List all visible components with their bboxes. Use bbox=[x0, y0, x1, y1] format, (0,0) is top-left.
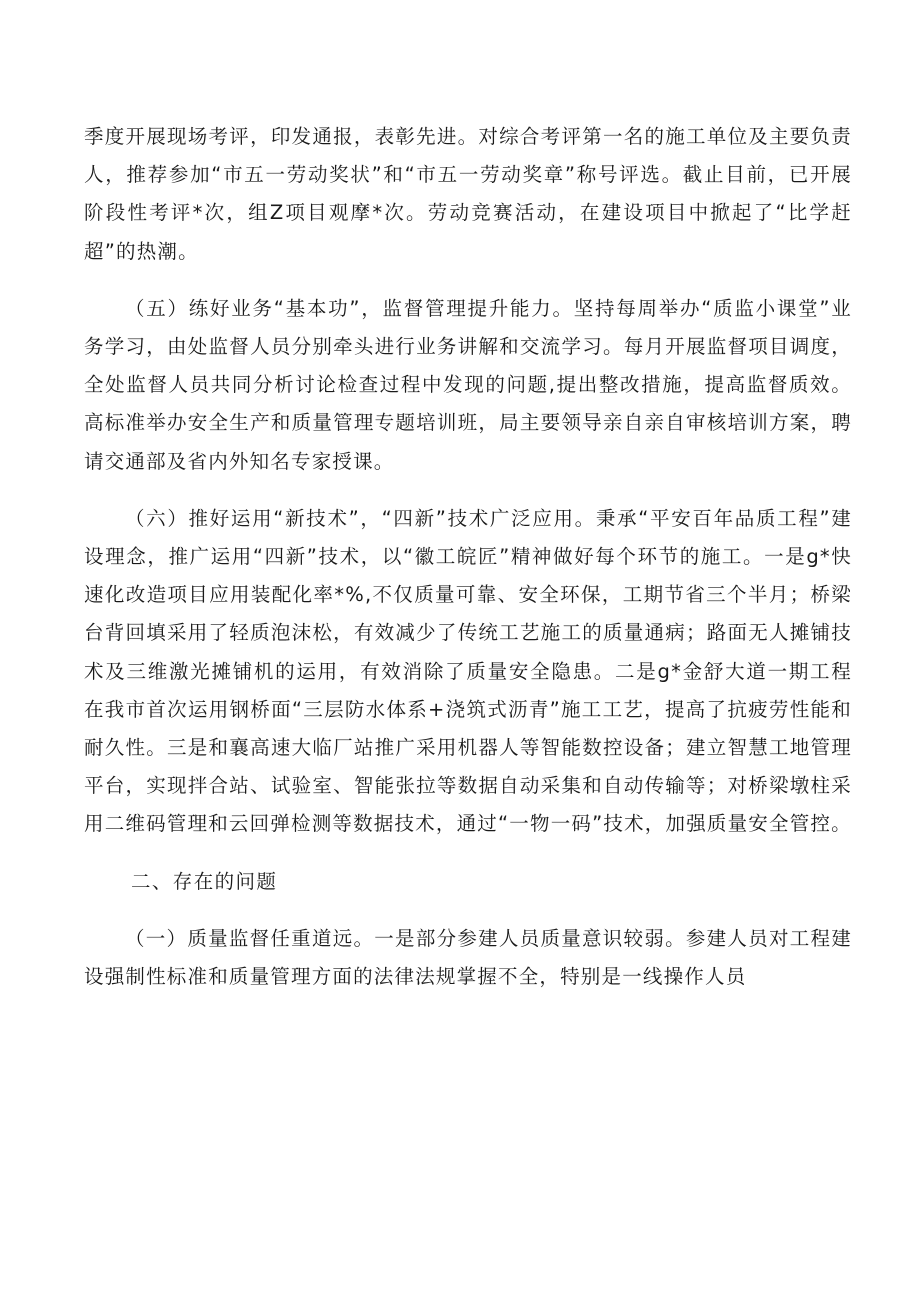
paragraph-continued: 季度开展现场考评，印发通报，表彰先进。对综合考评第一名的施工单位及主要负责人，推荐参加“市五一劳动奖状”和“市五一劳动奖章”称号评选。截止目前，已开展阶段性考评*次，组Z项目观摩*次。劳动竞赛活动，在建设项目中掀起了“比学赶超”的热潮。 bbox=[84, 125, 852, 263]
document-body bbox=[84, 118, 852, 996]
paragraph-problem-one: （一）质量监督任重道远。一是部分参建人员质量意识较弱。参建人员对工程建设强制性标准和质量管理方面的法律法规掌握不全，特别是一线操作人员 bbox=[84, 926, 852, 989]
section-heading-problems: 二、存在的问题 bbox=[131, 869, 278, 893]
paragraph-section-six: （六）推好运用“新技术”，“四新”技术广泛应用。秉承“平安百年品质工程”建设理念，推广运用“四新”技术，以“徽工皖匠”精神做好每个环节的施工。一是g*快速化改造项目应用装配化率*%,不仅质量可靠、安全环保，工期节省三个半月；桥梁台背回填采用了轻质泡沫松，有效减少了传统工艺施工的质量通病；路面无人摊铺技术及三维激光摊铺机的运用，有效消除了质量安全隐患。二是g*金舒大道一期工程在我市首次运用钢桥面“三层防水体系+浇筑式沥青”施工工艺，提高了抗疲劳性能和耐久性。三是和襄高速大临厂站推广采用机器人等智能数控设备；建立智慧工地管理平台，实现拌合站、试验室、智能张拉等数据自动采集和自动传输等；对桥梁墩柱采用二维码管理和云回弹检测等数据技术，通过“一物一码”技术，加强质量安全管控。 bbox=[84, 506, 852, 836]
paragraph-section-five: （五）练好业务“基本功”，监督管理提升能力。坚持每周举办“质监小课堂”业务学习，由处监督人员分别牵头进行业务讲解和交流学习。每月开展监督项目调度，全处监督人员共同分析讨论检查过程中发现的问题,提出整改措施，提高监督质效。高标准举办安全生产和质量管理专题培训班，局主要领导亲自亲自审核培训方案，聘请交通部及省内外知名专家授课。 bbox=[84, 296, 852, 473]
